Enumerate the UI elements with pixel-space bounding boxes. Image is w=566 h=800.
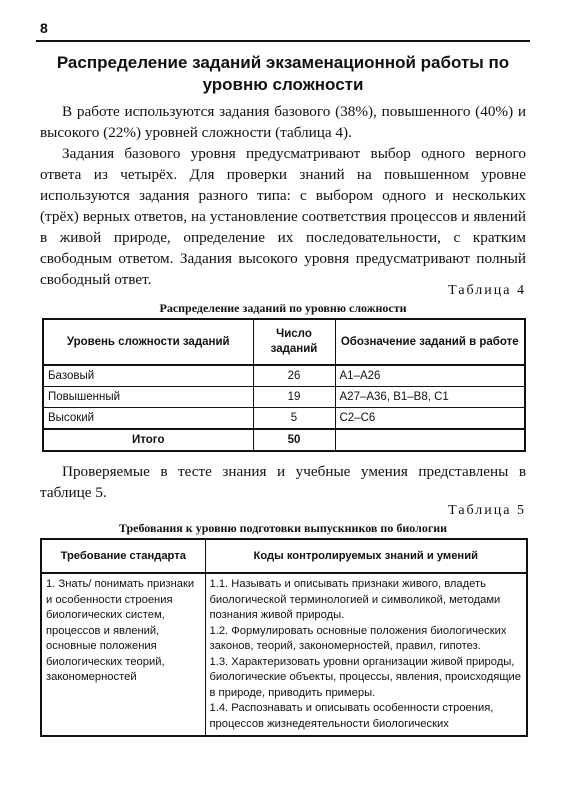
table-row <box>41 573 527 736</box>
header-requirement: Требование стандарта <box>41 539 205 573</box>
table5-label: Таблица 5 <box>448 503 526 518</box>
code-item: 1.2. Формулировать основные положения биологических законов, теорий, закономерностей, правил, гипотез. <box>209 624 507 652</box>
difficulty-distribution-table <box>42 318 526 452</box>
cell-designation: С2–С6 <box>335 408 525 430</box>
intro-paragraph: В работе используются задания базового (38%), повышенного (40%) и высокого (22%) уровней сложности (таблица 4). <box>40 103 526 141</box>
cell-total-count: 50 <box>253 429 335 451</box>
code-item: 1.3. Характеризовать уровни организации живой природы, биологические объекты, процессы, явления, происходящие в природе, приводить примеры. <box>209 655 522 699</box>
table-row <box>43 387 525 408</box>
tested-skills-paragraph: Проверяемые в тесте знания и учебные умения представлены в таблице 5. <box>40 463 526 501</box>
cell-count: 5 <box>253 408 335 430</box>
table-header-row <box>43 319 525 365</box>
cell-requirement: 1. Знать/ понимать признаки и особенности строения биологических систем, процессов и явлений, основные положения биологических теорий, закономерностей <box>41 573 205 736</box>
cell-total-label: Итого <box>43 429 253 451</box>
cell-count: 19 <box>253 387 335 408</box>
page-title: Распределение заданий экзаменационной работы по уровню сложности <box>56 53 510 94</box>
table-header-row <box>41 539 527 573</box>
header-rule <box>36 40 530 42</box>
header-level: Уровень сложности заданий <box>43 319 253 365</box>
cell-designation: А27–А36, В1–В8, С1 <box>335 387 525 408</box>
cell-level: Высокий <box>43 408 253 430</box>
table-row <box>43 408 525 430</box>
table4-label: Таблица 4 <box>448 283 526 298</box>
table5-caption: Требования к уровню подготовки выпускников по биологии <box>118 521 448 535</box>
header-count: Число заданий <box>253 319 335 365</box>
header-codes: Коды контролируемых знаний и умений <box>205 539 527 573</box>
code-item: 1.4. Распознавать и описывать особенности строения, процессов жизнедеятельности биологических <box>209 702 494 730</box>
cell-codes <box>205 573 527 736</box>
table-total-row <box>43 429 525 451</box>
table-row <box>43 365 525 387</box>
cell-level: Повышенный <box>43 387 253 408</box>
cell-count: 26 <box>253 365 335 387</box>
cell-designation: А1–А26 <box>335 365 525 387</box>
task-types-paragraph: Задания базового уровня предусматривают выбор одного верного ответа из четырёх. Для проверки знаний на повышенном уровне используются задания разного типа: с выбором одного и нескольких (трёх) верных ответов, на установление соответствия процессов и явлений в живой природе, определение их последовательности, с кратким свободным ответом. Задания высокого уровня предусматривают полный свободный ответ. <box>40 145 526 288</box>
page-number: 8 <box>40 20 48 36</box>
cell-level: Базовый <box>43 365 253 387</box>
table4-caption: Распределение заданий по уровню сложности <box>159 301 407 315</box>
code-item: 1.1. Называть и описывать признаки живого, владеть биологической терминологией и символикой, методами познания живой природы. <box>209 578 501 621</box>
cell-total-empty <box>335 429 525 451</box>
header-designation: Обозначение заданий в работе <box>335 319 525 365</box>
graduate-requirements-table <box>40 538 528 737</box>
